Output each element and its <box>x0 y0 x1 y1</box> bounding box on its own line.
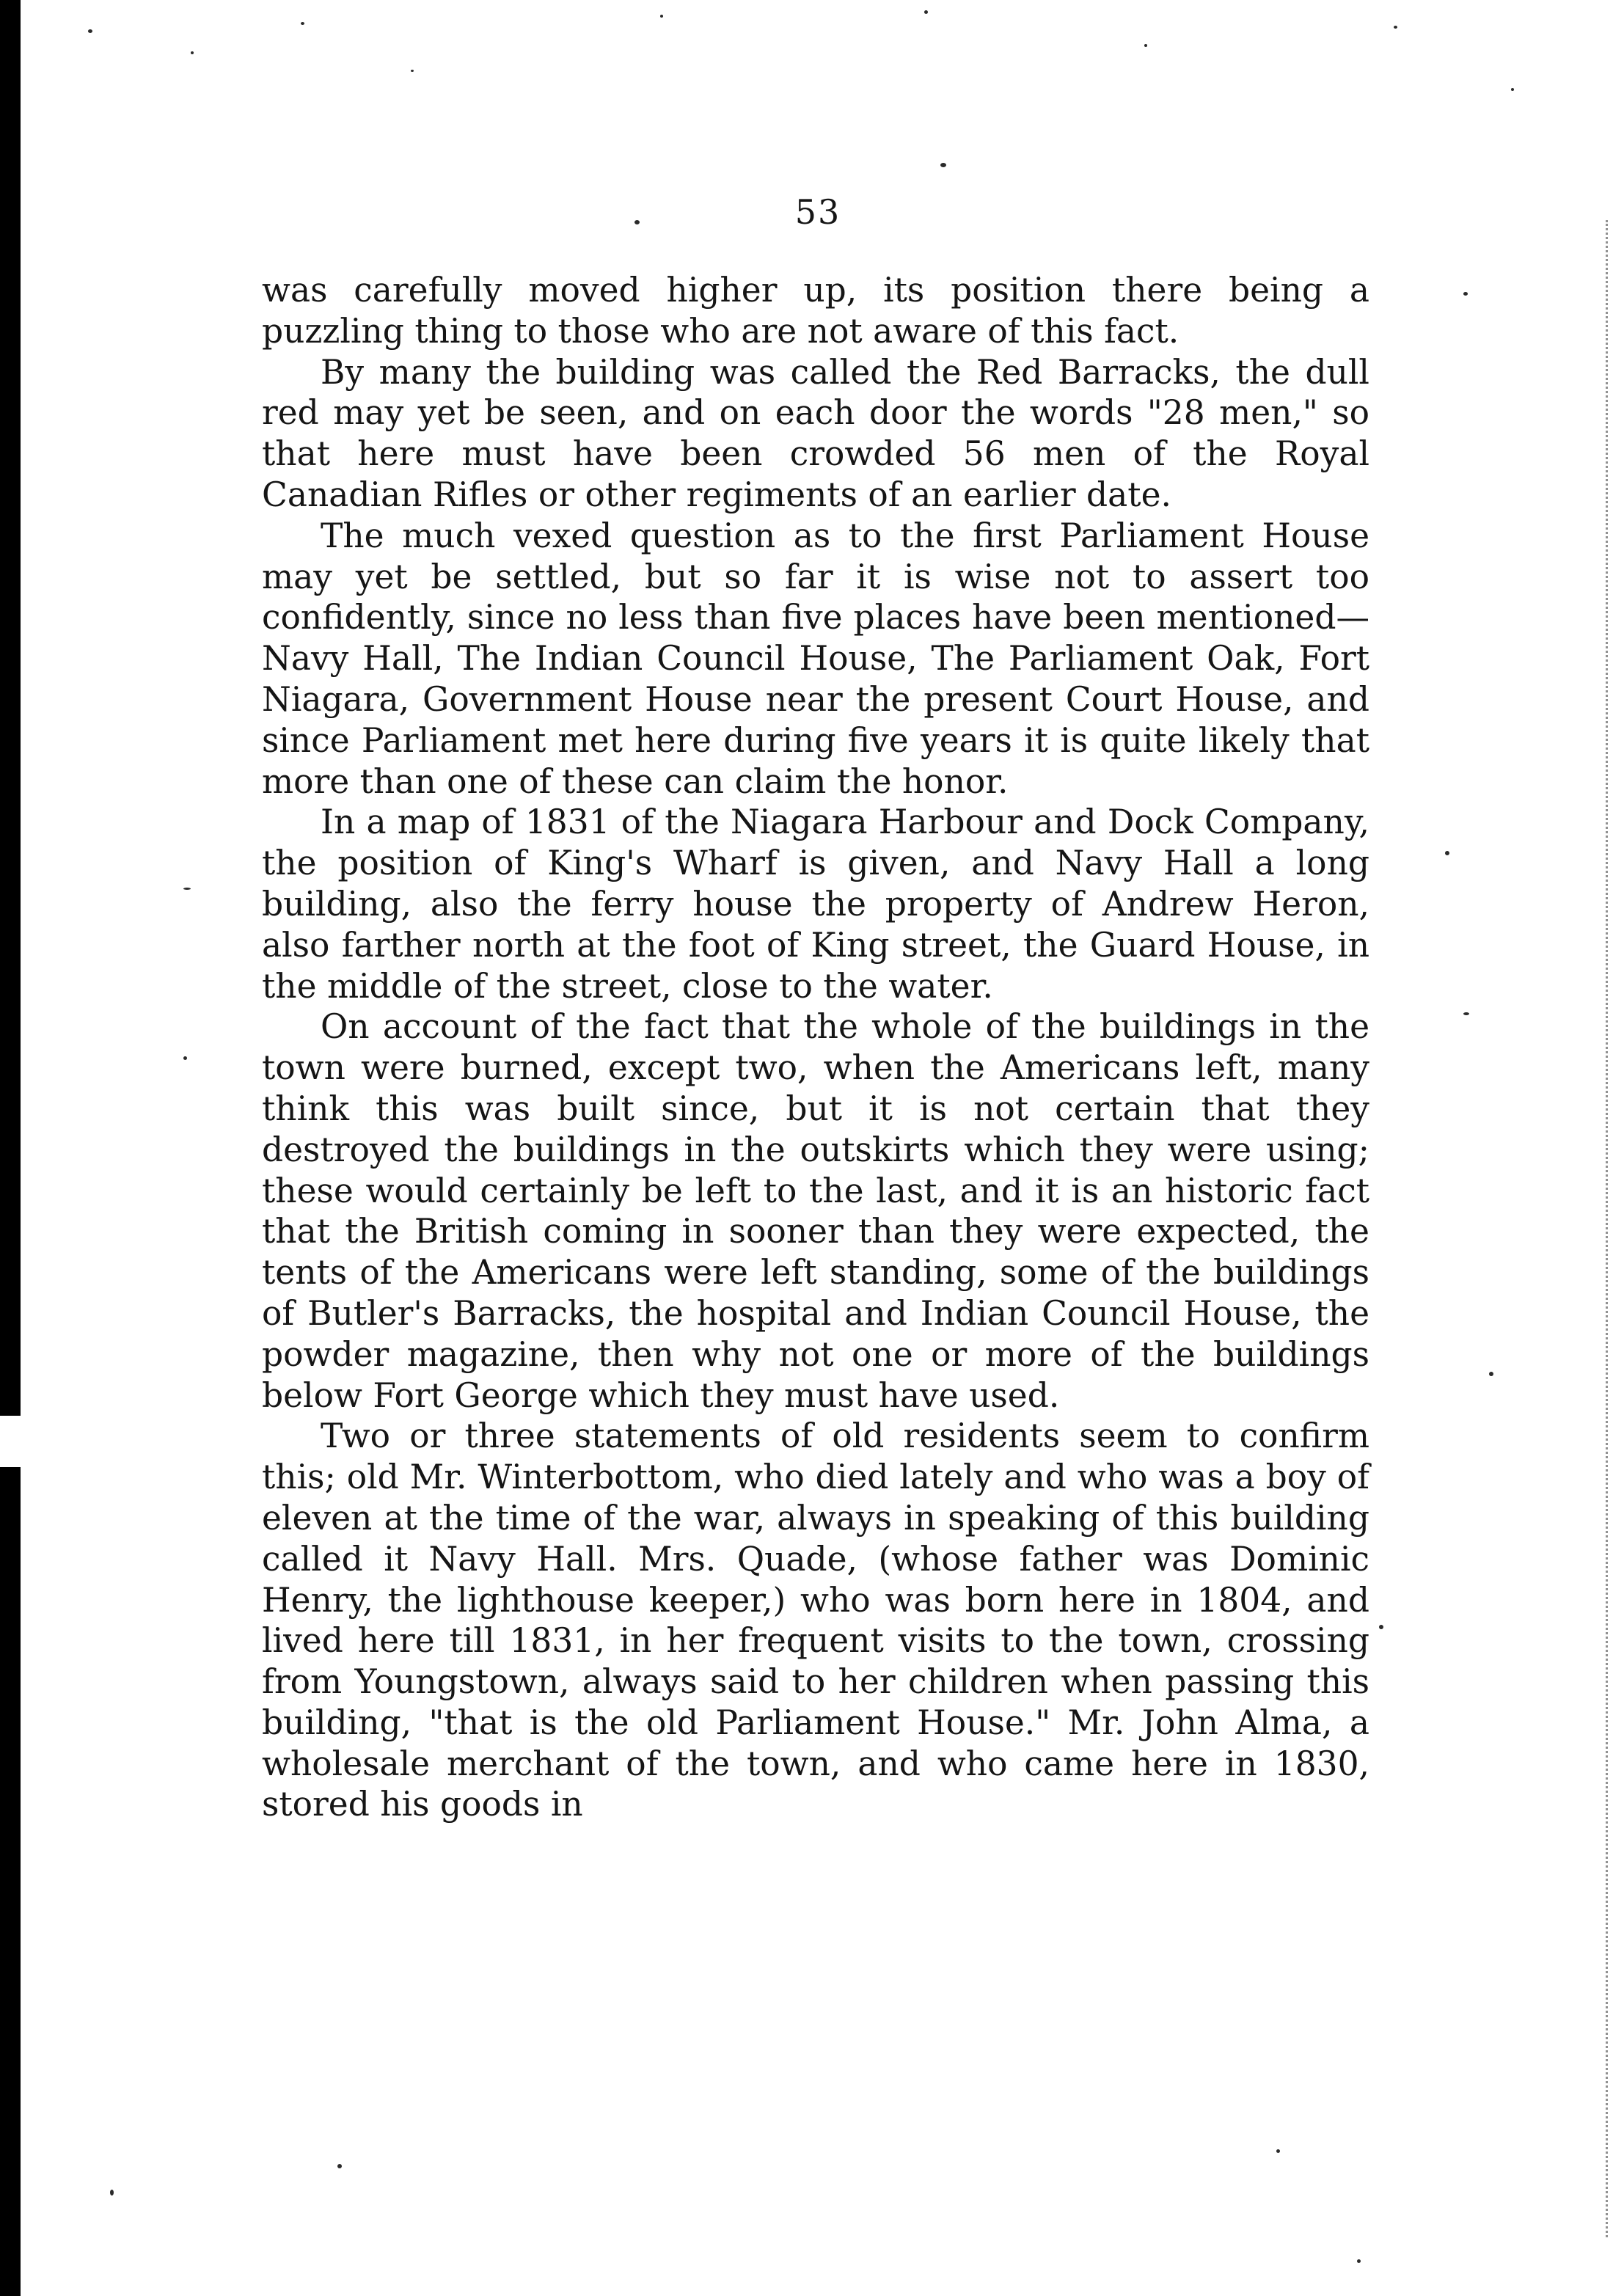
page-number: 53 <box>794 192 841 232</box>
body-text <box>262 270 1369 1825</box>
scan-speck <box>1379 1625 1383 1629</box>
scan-speck <box>1394 26 1397 29</box>
scan-speck <box>1463 1012 1469 1015</box>
paragraph-parliament-house: The much vexed question as to the first Parliament House may yet be settled, but so far it is wise not to assert too confidently, since no less than five places have been mentioned—Navy Hall, The Indian Council House, The Parliament Oak, Fort Niagara, Government House near the present Court House, and since Parliament met here during five years it is quite likely that more than one of these can claim the honor. <box>262 516 1369 801</box>
scan-speck <box>1445 851 1449 855</box>
scan-speck <box>110 2190 114 2196</box>
scan-speck <box>634 220 640 224</box>
scan-speck <box>411 70 414 72</box>
scan-speck <box>1489 1372 1493 1376</box>
scan-speck <box>1511 88 1514 91</box>
scan-speck <box>183 1056 187 1060</box>
scan-speck <box>301 22 304 25</box>
scan-speck <box>88 29 92 33</box>
scan-speck <box>660 15 663 18</box>
scan-speck <box>337 2164 342 2168</box>
scan-speck <box>1276 2149 1280 2153</box>
scan-speck <box>191 51 194 54</box>
paragraph-map-1831: In a map of 1831 of the Niagara Harbour and Dock Company, the position of King's Wharf is given, and Navy Hall a long building, also the ferry house the property of Andrew Heron, also farther north at the foot of King street, the Guard House, in the middle of the street, close to the water. <box>262 802 1369 1006</box>
binding-edge-gap <box>0 1416 21 1467</box>
scan-speck <box>940 163 946 167</box>
scan-speck <box>924 10 928 14</box>
scan-speck <box>1144 44 1147 47</box>
paragraph-continued: was carefully moved higher up, its position there being a puzzling thing to those who are not aware of this fact. <box>262 271 1369 351</box>
paragraph-buildings-burned: On account of the fact that the whole of the buildings in the town were burned, except two, when the Americans left, many think this was built since, but it is not certain that they destroyed the buildings in the outskirts which they were using; these would certainly be left to the last, and it is an historic fact that the British coming in sooner than they were expected, the tents of the Americans were left standing, some of the buildings of Butler's Barracks, the hospital and Indian Council House, the powder magazine, then why not one or more of the buildings below Fort George which they must have used. <box>262 1007 1369 1415</box>
scan-speck <box>1463 292 1468 296</box>
paragraph-red-barracks: By many the building was called the Red Barracks, the dull red may yet be seen, and on each door the words "28 men," so that here must have been crowded 56 men of the Royal Canadian Rifles or other regiments of an earlier date. <box>262 352 1369 514</box>
page-edge-noise <box>1601 220 1608 2237</box>
paragraph-old-residents: Two or three statements of old residents seem to confirm this; old Mr. Winterbottom, who died lately and who was a boy of eleven at the time of the war, always in speaking of this building called it Navy Hall. Mrs. Quade, (whose father was Dominic Henry, the lighthouse keeper,) who was born here in 1804, and lived here till 1831, in her frequent visits to the town, crossing from Youngstown, always said to her children when passing this building, "that is the old Parliament House." Mr. John Alma, a wholesale merchant of the town, and who came here in 1830, stored his goods in <box>262 1416 1369 1824</box>
scan-speck <box>183 888 191 890</box>
binding-edge <box>0 0 21 2296</box>
scan-speck <box>1357 2259 1361 2263</box>
